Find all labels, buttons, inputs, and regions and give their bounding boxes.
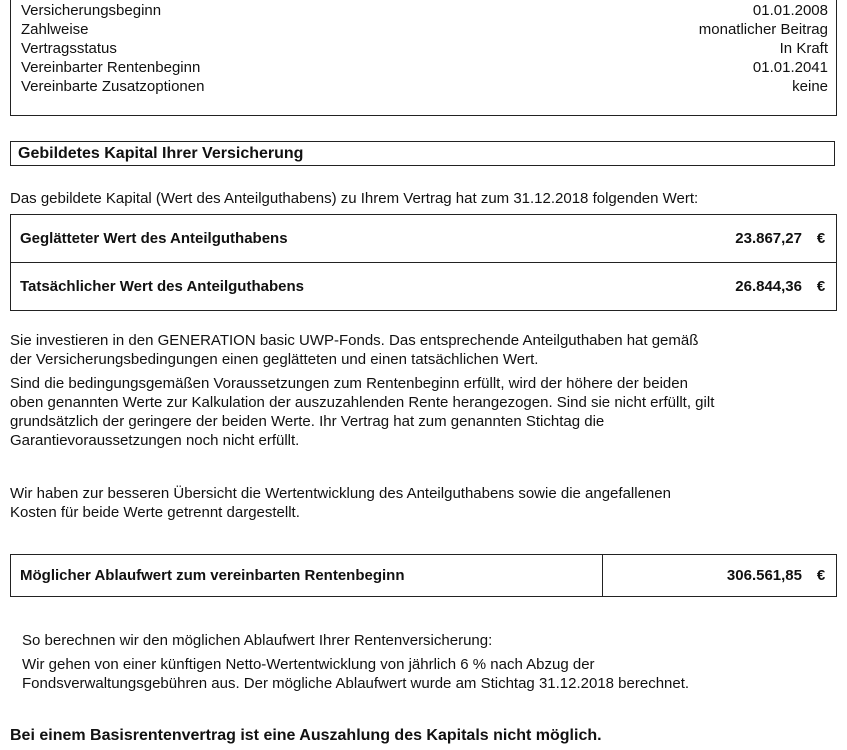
table-row	[11, 555, 837, 597]
paragraph-line: Garantievoraussetzungen noch nicht erfüllt.	[10, 432, 300, 449]
paragraph-line: Fondsverwaltungsgebühren aus. Der mögliche Ablaufwert wurde am Stichtag 31.12.2018 berechnet.	[22, 675, 690, 692]
contract-details-box	[10, 0, 837, 116]
actual-value-label: Tatsächlicher Wert des Anteilguthabens	[11, 263, 653, 311]
table-row	[11, 263, 837, 311]
capital-section-heading: Gebildetes Kapital Ihrer Versicherung	[10, 141, 835, 166]
calculation-paragraph	[22, 655, 837, 693]
maturity-value-label: Möglicher Ablaufwert zum vereinbarten Rentenbeginn	[20, 567, 405, 584]
paragraph-line: Kosten für beide Werte getrennt dargestellt.	[10, 504, 300, 521]
smoothed-value-amount: 23.867,27	[735, 230, 802, 247]
paragraph-line: Sind die bedingungsgemäßen Voraussetzungen zum Rentenbeginn erfüllt, wird der höhere der beiden	[10, 375, 688, 392]
currency-symbol: €	[816, 230, 826, 247]
capital-intro: Das gebildete Kapital (Wert des Anteilguthabens) zu Ihrem Vertrag hat zum 31.12.2018 folgenden Wert:	[10, 190, 699, 207]
overview-paragraph	[10, 484, 836, 522]
table-row	[11, 215, 837, 263]
calculation-intro: So berechnen wir den möglichen Ablaufwert Ihrer Rentenversicherung:	[22, 632, 493, 649]
currency-symbol: €	[814, 263, 837, 311]
contract-value: 01.01.2041	[752, 59, 828, 76]
contract-label: Zahlweise	[21, 21, 89, 38]
contract-value: 01.01.2008	[752, 2, 828, 19]
contract-value: In Kraft	[779, 40, 828, 57]
paragraph-line: grundsätzlich der geringere der beiden Werte. Ihr Vertrag hat zum genannten Stichtag die	[10, 413, 605, 430]
fund-paragraph	[10, 331, 836, 369]
maturity-value-table	[10, 554, 837, 597]
paragraph-line: Wir gehen von einer künftigen Netto-Wertentwicklung von jährlich 6 % nach Abzug der	[22, 656, 595, 673]
contract-label: Versicherungsbeginn	[21, 2, 162, 19]
paragraph-line: Wir haben zur besseren Übersicht die Wertentwicklung des Anteilguthabens sowie die angefallenen	[10, 485, 671, 502]
contract-value: keine	[792, 78, 828, 95]
contract-label: Vereinbarte Zusatzoptionen	[21, 78, 205, 95]
contract-label: Vertragsstatus	[21, 40, 117, 57]
maturity-value-amount: 306.561,85	[603, 555, 815, 597]
smoothed-value-label: Geglätteter Wert des Anteilguthabens	[20, 230, 288, 247]
currency-symbol: €	[816, 567, 826, 584]
paragraph-line: der Versicherungsbedingungen einen geglätteten und einen tatsächlichen Wert.	[10, 351, 539, 368]
capital-value-table	[10, 214, 837, 311]
paragraph-line: Sie investieren in den GENERATION basic UWP-Fonds. Das entsprechende Anteilguthaben hat gemäß	[10, 332, 699, 349]
contract-label: Vereinbarter Rentenbeginn	[21, 59, 201, 76]
actual-value-amount: 26.844,36	[652, 263, 814, 311]
contract-value: monatlicher Beitrag	[698, 21, 828, 38]
conditions-paragraph	[10, 374, 836, 450]
paragraph-line: oben genannten Werte zur Kalkulation der auszuzahlenden Rente herangezogen. Sind sie nicht erfüllt, gilt	[10, 394, 715, 411]
payout-notice: Bei einem Basisrentenvertrag ist eine Auszahlung des Kapitals nicht möglich.	[10, 727, 602, 744]
